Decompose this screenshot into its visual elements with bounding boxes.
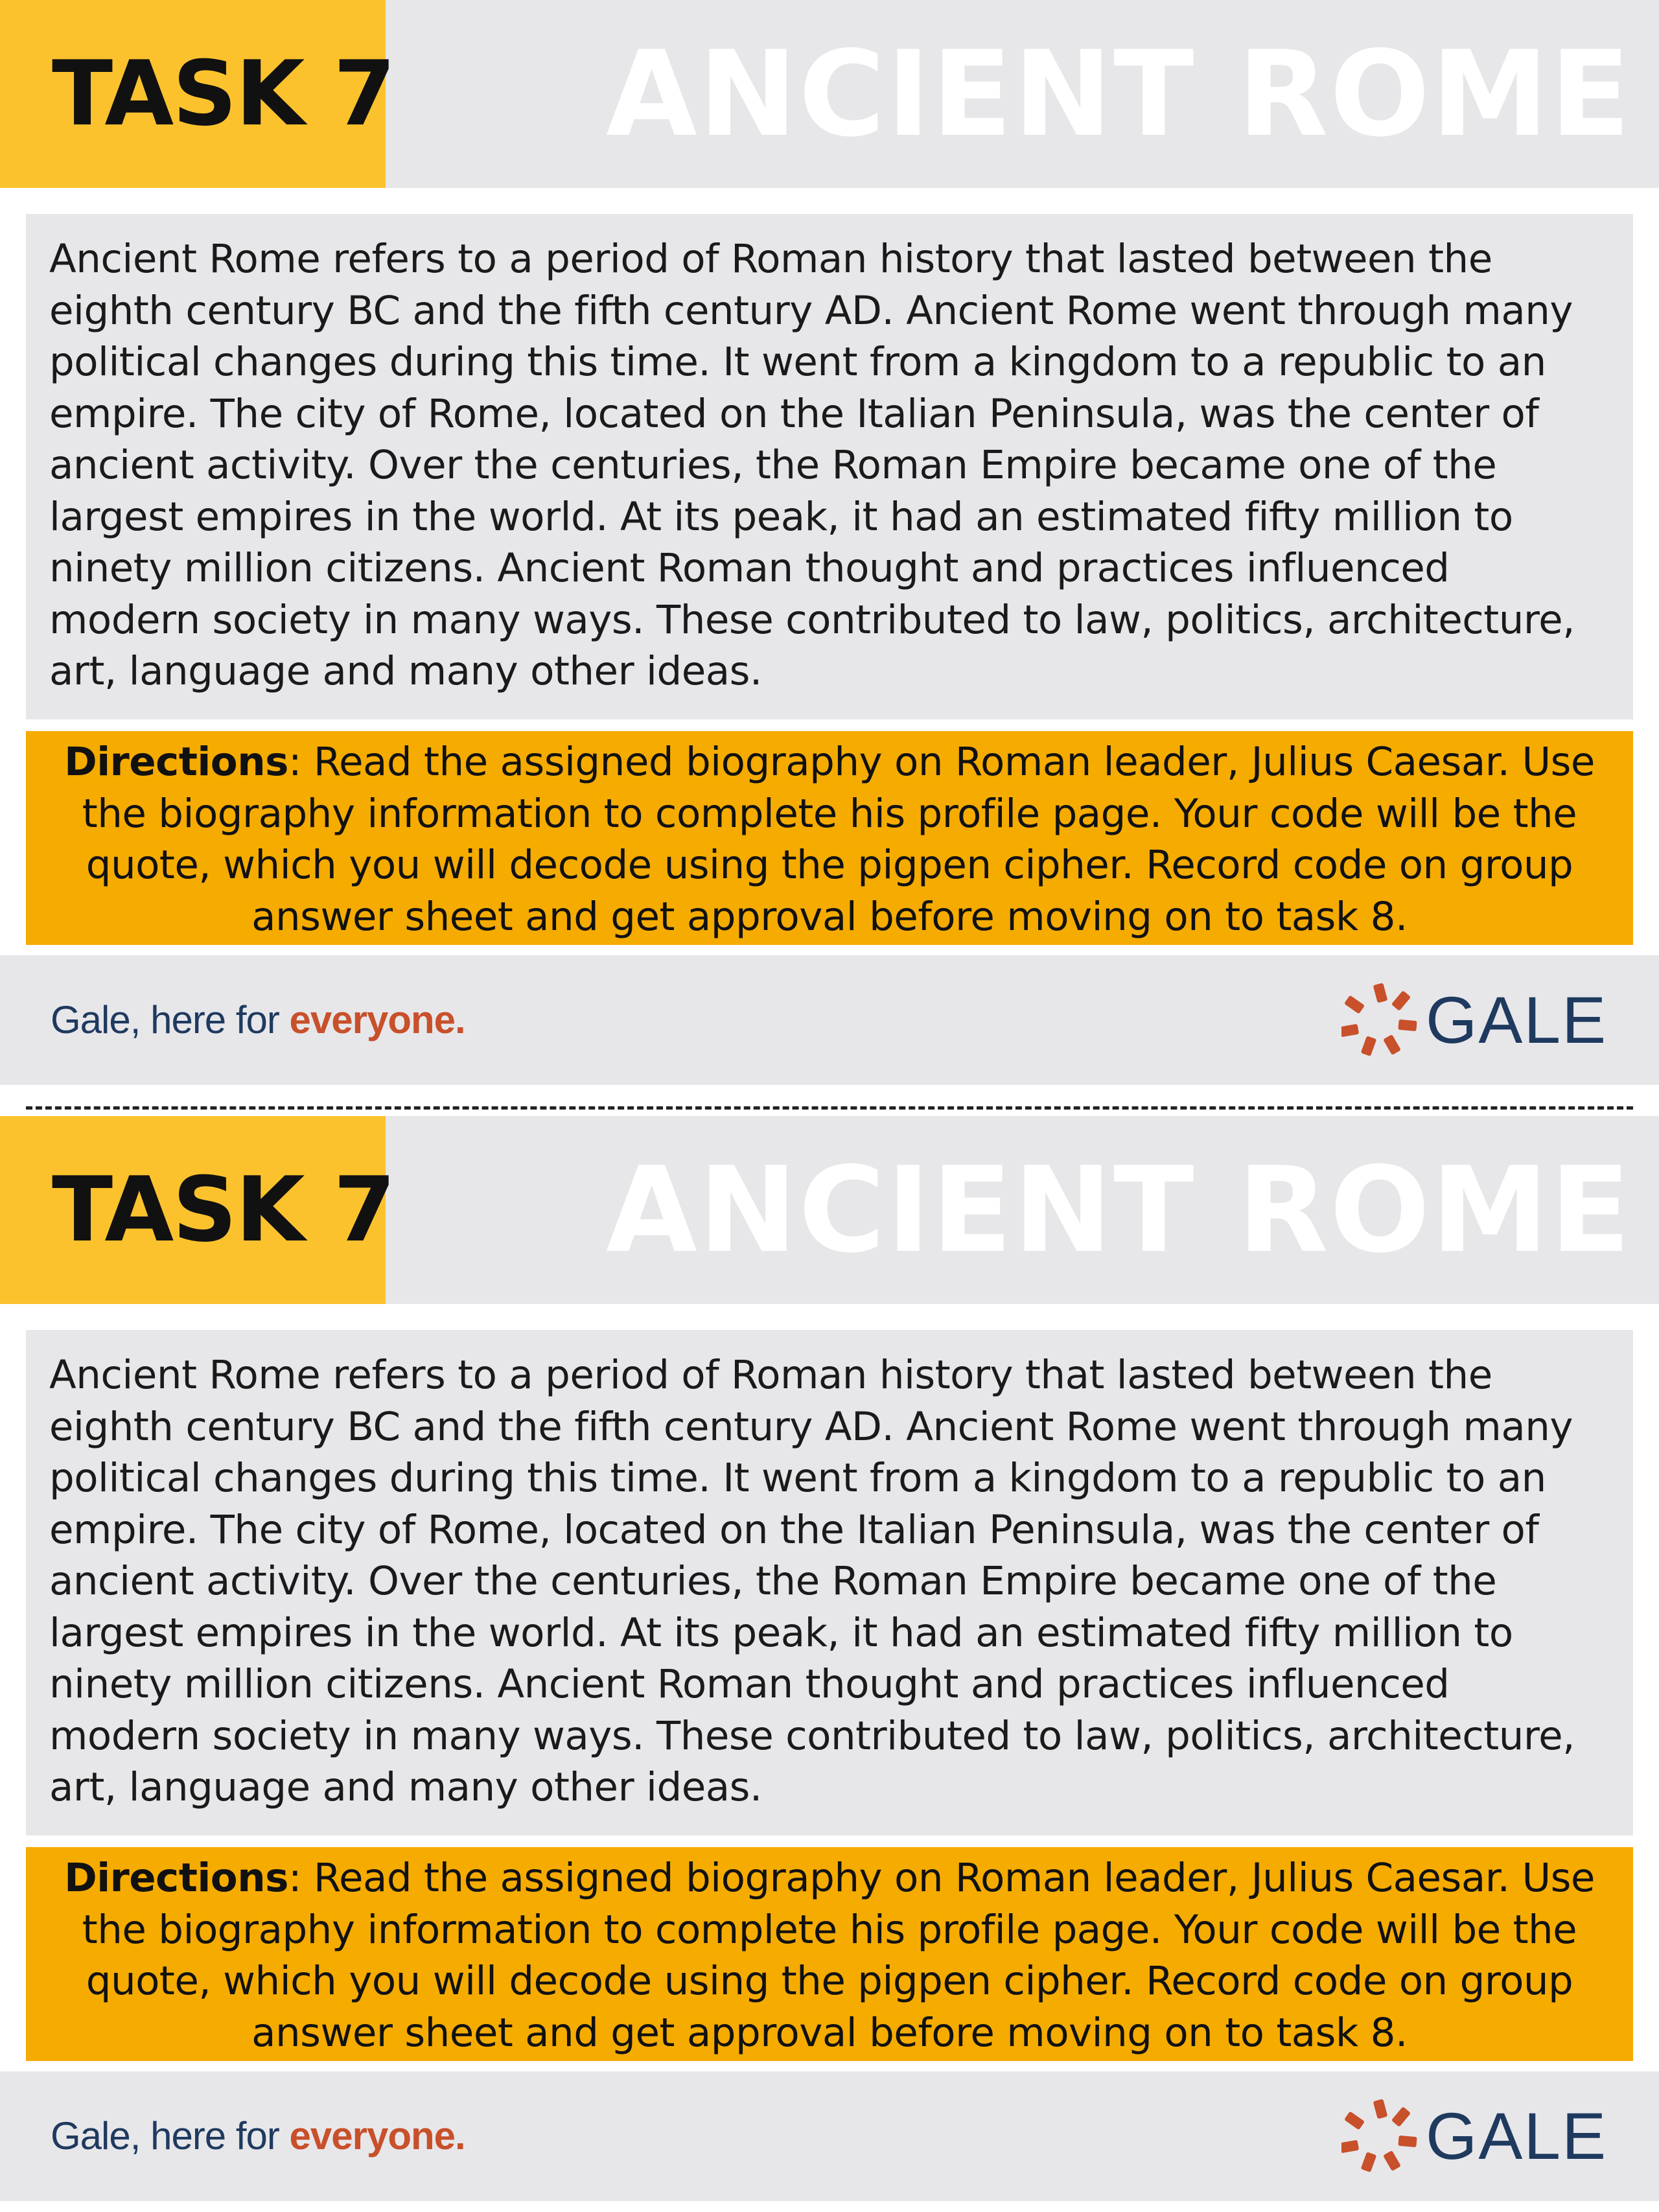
task-label: TASK 7 [52,41,395,146]
gale-wordmark: GALE [1426,983,1608,1057]
tagline-accent: everyone. [289,2114,465,2158]
directions-label: Directions [64,1855,288,1901]
card-footer [0,2071,1659,2201]
directions-text [45,1852,1614,2058]
card-title: ANCIENT ROME [606,25,1632,163]
directions-body: : Read the assigned biography on Roman leader, Julius Caesar. Use the biography information to complete his profile page. Your code will be the quote, which you will decode using the pigpen cipher. Record code on group answer sheet and get approval before moving on to task 8. [82,1855,1595,2056]
gale-tagline [51,2071,465,2201]
directions-body: : Read the assigned biography on Roman leader, Julius Caesar. Use the biography information to complete his profile page. Your code will be the quote, which you will decode using the pigpen cipher. Record code on group answer sheet and get approval before moving on to task 8. [82,739,1595,940]
gale-wordmark: GALE [1426,2099,1608,2173]
task-label: TASK 7 [52,1158,395,1262]
tagline-accent: everyone. [289,998,465,1042]
directions-text [45,736,1614,942]
gale-logo [1341,975,1607,1065]
directions-label: Directions [64,739,288,785]
gale-burst-icon [1341,2097,1422,2175]
intro-panel [26,214,1633,719]
card-footer [0,955,1659,1085]
card-header [0,0,1659,188]
cut-line-divider [26,1106,1633,1110]
directions-panel [26,731,1633,945]
gale-burst-icon [1341,981,1422,1059]
gale-tagline [51,955,465,1085]
card-title: ANCIENT ROME [606,1141,1632,1279]
task-badge [0,1116,395,1304]
directions-panel [26,1847,1633,2061]
intro-text: Ancient Rome refers to a period of Roman history that lasted between the eighth century BC and the fifth century AD. Ancient Rome went through many political changes during this time. It went from a kingdom to a republic to an empire. The city of Rome, located on the Italian Peninsula, was the center of ancient activity. Over the centuries, the Roman Empire became one of the largest empires in the world. At its peak, it had an estimated fifty million to ninety million citizens. Ancient Roman thought and practices influenced modern society in many ways. These contributed to law, politics, architecture, art, language and many other ideas. [49,1352,1575,1810]
intro-text: Ancient Rome refers to a period of Roman history that lasted between the eighth century BC and the fifth century AD. Ancient Rome went through many political changes during this time. It went from a kingdom to a republic to an empire. The city of Rome, located on the Italian Peninsula, was the center of ancient activity. Over the centuries, the Roman Empire became one of the largest empires in the world. At its peak, it had an estimated fifty million to ninety million citizens. Ancient Roman thought and practices influenced modern society in many ways. These contributed to law, politics, architecture, art, language and many other ideas. [49,236,1575,694]
tagline-prefix: Gale, here for [51,2114,290,2158]
intro-panel [26,1330,1633,1835]
gale-logo [1341,2091,1607,2182]
card-header [0,1116,1659,1304]
tagline-prefix: Gale, here for [51,998,290,1042]
task-badge [0,0,395,188]
